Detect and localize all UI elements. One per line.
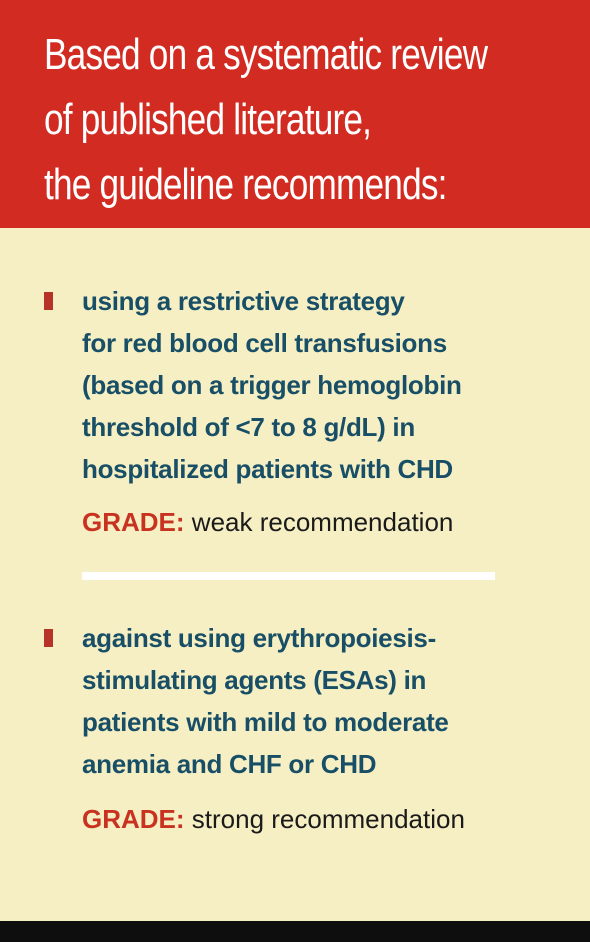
bullet-marker [44, 629, 53, 647]
header-banner [0, 0, 590, 228]
grade-line [82, 506, 453, 538]
footer-bar [0, 921, 590, 942]
grade-line [82, 803, 465, 835]
header-title-line: of published literature, [44, 95, 372, 144]
grade-value: weak recommendation [184, 507, 454, 537]
recommendation-line: anemia and CHF or CHD [82, 749, 377, 779]
recommendation-line: for red blood cell transfusions [82, 328, 447, 358]
header-title-line: Based on a systematic review [44, 30, 488, 79]
recommendation-line: using a restrictive strategy [82, 286, 405, 316]
header-title-line: the guideline recommends: [44, 160, 447, 209]
recommendation-line: hospitalized patients with CHD [82, 454, 453, 484]
grade-label: GRADE: [82, 804, 185, 834]
recommendation-line: stimulating agents (ESAs) in [82, 665, 427, 695]
header-title [44, 22, 488, 217]
recommendation-text [82, 617, 562, 785]
divider [82, 572, 495, 580]
recommendation-text [82, 280, 562, 490]
bullet-marker [44, 292, 53, 310]
recommendations-panel [0, 228, 590, 921]
recommendation-line: patients with mild to moderate [82, 707, 449, 737]
recommendation-line: against using erythropoiesis- [82, 623, 436, 653]
recommendation-line: threshold of <7 to 8 g/dL) in [82, 412, 415, 442]
grade-value: strong recommendation [184, 804, 465, 834]
grade-label: GRADE: [82, 507, 185, 537]
recommendation-line: (based on a trigger hemoglobin [82, 370, 462, 400]
